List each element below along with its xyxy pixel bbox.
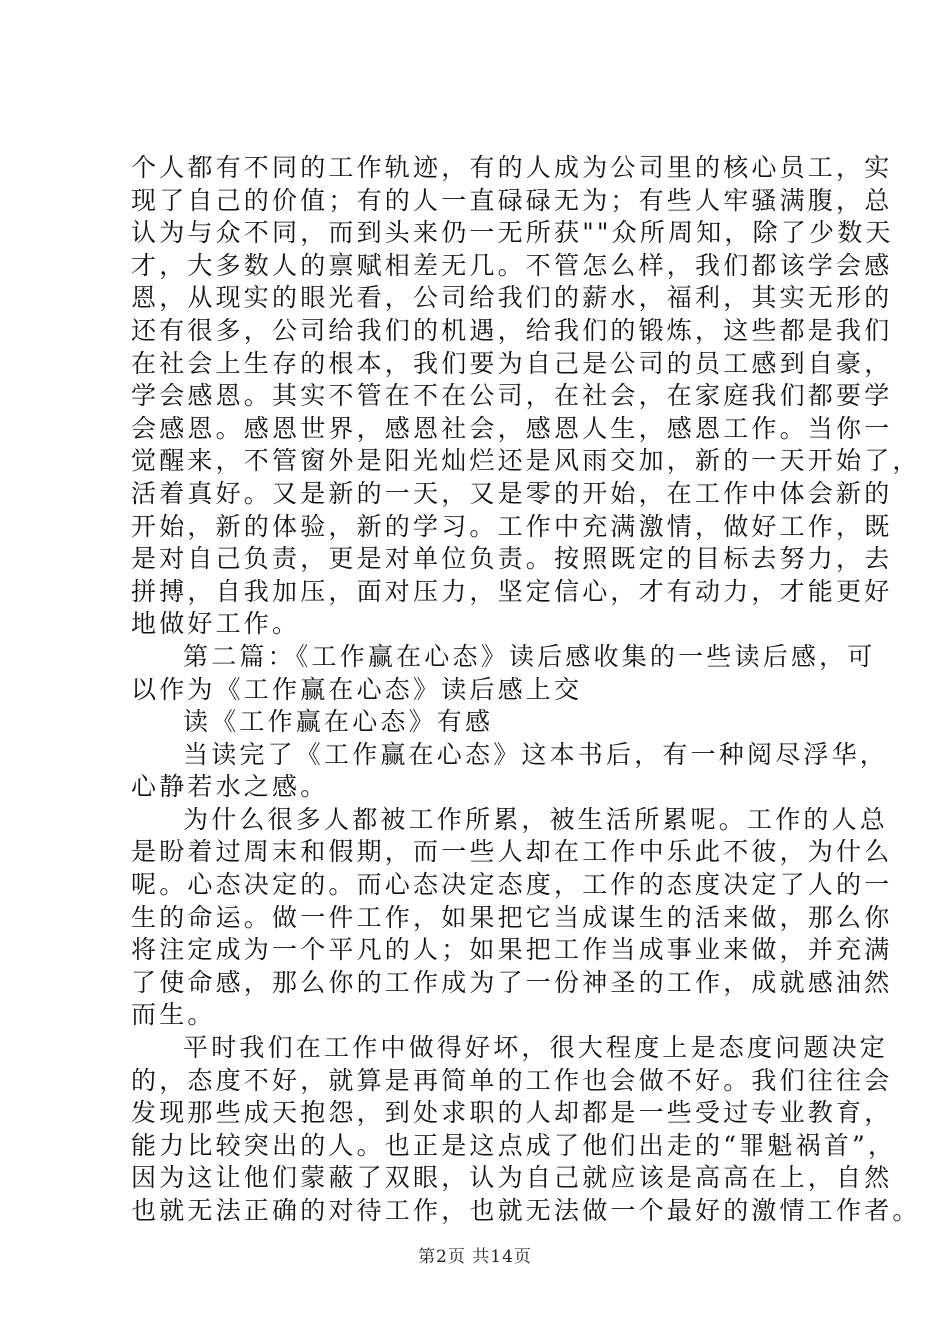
text-line: 呢。心态决定的。而心态决定态度，工作的态度决定了人的一 bbox=[131, 870, 893, 900]
text-line: 心静若水之感。 bbox=[131, 772, 329, 802]
text-line: 能力比较突出的人。也正是这点成了他们出走的“罪魁祸首”， bbox=[131, 1130, 897, 1160]
section-heading-line: 第二篇：《工作赢在心态》读后感收集的一些读后感，可 bbox=[183, 641, 876, 671]
text-line: 学会感恩。其实不管在不在公司，在社会，在家庭我们都要学 bbox=[131, 381, 893, 411]
text-line: 在社会上生存的根本，我们要为自己是公司的员工感到自豪， bbox=[131, 348, 893, 378]
body-text bbox=[131, 152, 921, 1228]
text-line: 现了自己的价值；有的人一直碌碌无为；有些人牢骚满腹，总 bbox=[131, 185, 893, 215]
text-line: 地做好工作。 bbox=[131, 609, 301, 639]
text-line: 平时我们在工作中做得好坏，很大程度上是态度问题决定 bbox=[183, 1033, 889, 1063]
text-line: 会感恩。感恩世界，感恩社会，感恩人生，感恩工作。当你一 bbox=[131, 413, 893, 443]
text-line: 也就无法正确的对待工作，也就无法做一个最好的激情工作者。 bbox=[131, 1196, 921, 1225]
page-number-footer: 第2页 共14页 bbox=[418, 1247, 532, 1267]
text-line: 认为与众不同，而到头来仍一无所获""众所周知，除了少数天 bbox=[131, 218, 894, 248]
text-line: 而生。 bbox=[131, 1000, 216, 1030]
text-line: 生的命运。做一件工作，如果把它当成谋生的活来做，那么你 bbox=[131, 902, 893, 932]
text-line: 的，态度不好，就算是再简单的工作也会做不好。我们往往会 bbox=[131, 1065, 893, 1095]
section-heading-line: 以作为《工作赢在心态》读后感上交 bbox=[131, 674, 583, 704]
text-line: 了使命感，那么你的工作成为了一份神圣的工作，成就感油然 bbox=[131, 967, 893, 997]
text-line: 恩，从现实的眼光看，公司给我们的薪水，福利，其实无形的 bbox=[131, 283, 893, 313]
text-line: 觉醒来，不管窗外是阳光灿烂还是风雨交加，新的一天开始了， bbox=[131, 446, 921, 476]
text-line: 才，大多数人的禀赋相差无几。不管怎么样，我们都该学会感 bbox=[131, 250, 893, 280]
text-line: 是对自己负责，更是对单位负责。按照既定的目标去努力，去 bbox=[131, 544, 893, 574]
text-line: 活着真好。又是新的一天，又是零的开始，在工作中体会新的 bbox=[131, 478, 893, 508]
text-line: 因为这让他们蒙蔽了双眼，认为自己就应该是高高在上，自然 bbox=[131, 1163, 893, 1193]
text-line: 还有很多，公司给我们的机遇，给我们的锻炼，这些都是我们 bbox=[131, 315, 893, 345]
text-line: 开始，新的体验，新的学习。工作中充满激情，做好工作，既 bbox=[131, 511, 893, 541]
text-line: 为什么很多人都被工作所累，被生活所累呢。工作的人总 bbox=[183, 804, 889, 834]
text-line: 是盼着过周末和假期，而一些人却在工作中乐此不彼，为什么 bbox=[131, 837, 893, 867]
text-line: 当读完了《工作赢在心态》这本书后，有一种阅尽浮华， bbox=[183, 739, 889, 769]
text-line: 拼搏，自我加压，面对压力，坚定信心，才有动力，才能更好 bbox=[131, 576, 893, 606]
text-line: 将注定成为一个平凡的人；如果把工作当成事业来做，并充满 bbox=[131, 935, 893, 965]
text-line: 发现那些成天抱怨，到处求职的人却都是一些受过专业教育， bbox=[131, 1098, 893, 1128]
text-line: 个人都有不同的工作轨迹，有的人成为公司里的核心员工，实 bbox=[131, 153, 893, 182]
subheading-line: 读《工作赢在心态》有感 bbox=[183, 707, 494, 737]
